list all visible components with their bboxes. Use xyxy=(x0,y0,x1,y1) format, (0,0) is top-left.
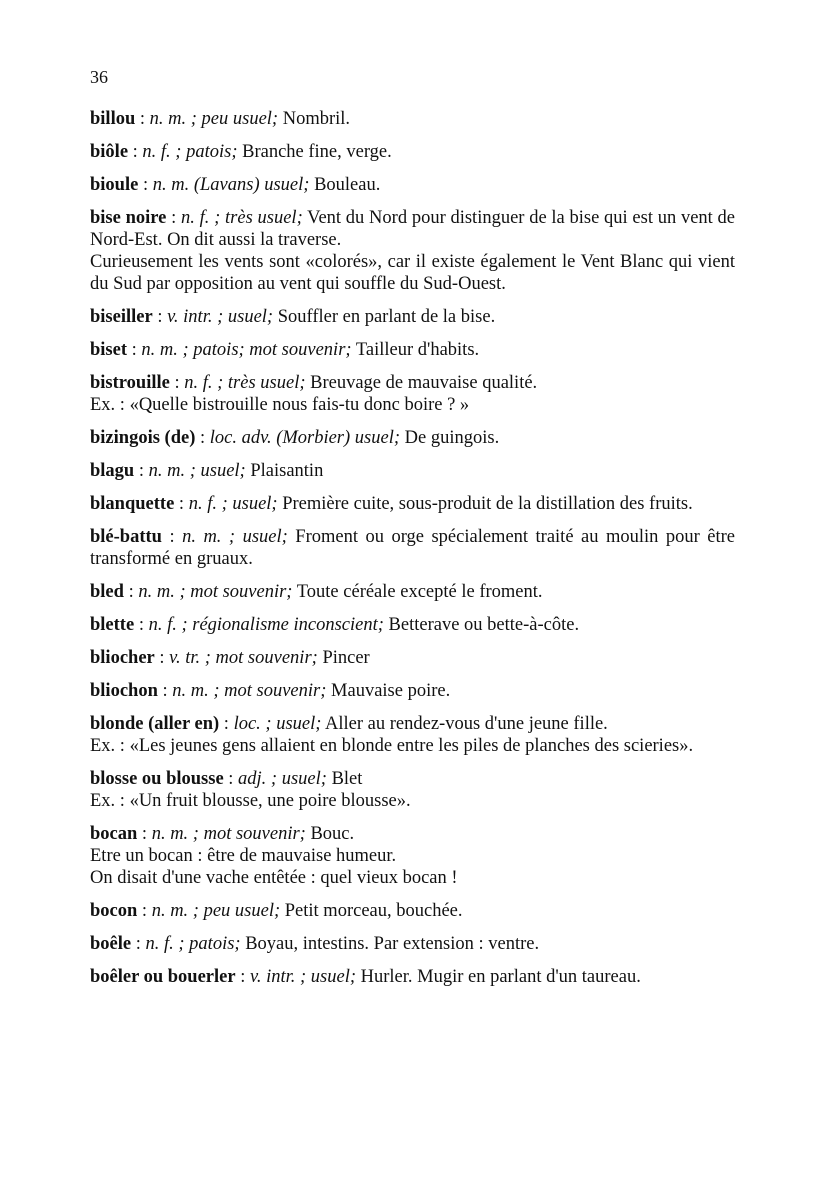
entry-grammar: n. m. ; peu usuel; xyxy=(151,901,281,921)
entry-line: blagu : n. m. ; usuel; Plaisantin xyxy=(90,461,324,481)
entry-definition: Souffler en parlant de la bise. xyxy=(277,307,496,327)
entry-grammar: n. m. ; patois; mot souvenir; xyxy=(141,340,352,360)
dictionary-entry xyxy=(90,174,735,196)
entry-grammar: n. f. ; patois; xyxy=(145,934,241,954)
entry-definition: Tailleur d'habits. xyxy=(355,340,480,360)
entry-line: bise noire : n. f. ; très usuel; Vent du Nord pour distinguer de la bise qui est un vent de Nord-Est. On dit aussi la traverse. xyxy=(90,208,736,250)
entry-grammar: n. f. ; très usuel; xyxy=(181,208,303,228)
entry-line: boêler ou bouerler : v. intr. ; usuel; Hurler. Mugir en parlant d'un taureau. xyxy=(90,967,641,987)
entry-grammar: v. intr. ; usuel; xyxy=(167,307,274,327)
entry-grammar: adj. ; usuel; xyxy=(238,769,327,789)
entry-headword: bise noire xyxy=(90,208,167,228)
dictionary-entry xyxy=(90,526,735,570)
entry-definition: Bouc. xyxy=(310,824,355,844)
dictionary-entry xyxy=(90,647,735,669)
entry-definition: Pincer xyxy=(322,648,370,668)
entry-line xyxy=(90,845,735,867)
entry-line: bistrouille : n. f. ; très usuel; Breuvage de mauvaise qualité. xyxy=(90,373,538,393)
entry-headword: bistrouille xyxy=(90,373,170,393)
entry-definition: Toute céréale excepté le froment. xyxy=(296,582,543,602)
entry-definition: Betterave ou bette-à-côte. xyxy=(388,615,580,635)
dictionary-entry xyxy=(90,966,735,988)
entry-grammar: n. f. ; régionalisme inconscient; xyxy=(148,615,384,635)
entry-headword: biset xyxy=(90,340,127,360)
dictionary-entry xyxy=(90,581,735,603)
entry-headword: bizingois (de) xyxy=(90,428,196,448)
dictionary-entry xyxy=(90,306,735,328)
entry-line: billou : n. m. ; peu usuel; Nombril. xyxy=(90,109,351,129)
entry-line: blosse ou blousse : adj. ; usuel; Blet xyxy=(90,769,363,789)
entry-headword: boêler ou bouerler xyxy=(90,967,236,987)
entry-grammar: v. intr. ; usuel; xyxy=(249,967,356,987)
dictionary-entry xyxy=(90,427,735,449)
entry-grammar: n. m. ; peu usuel; xyxy=(149,109,279,129)
entry-definition: Froment ou orge spécialement traité au moulin pour être transformé en gruaux. xyxy=(90,527,736,569)
entry-headword: bioule xyxy=(90,175,139,195)
entry-definition: Vent du Nord pour distinguer de la bise qui est un vent de Nord-Est. On dit aussi la traverse. xyxy=(90,208,736,250)
entry-headword: blé-battu xyxy=(90,527,162,547)
entry-line: blanquette : n. f. ; usuel; Première cuite, sous-produit de la distillation des fruits. xyxy=(90,494,693,514)
dictionary-entry xyxy=(90,823,735,889)
entry-definition: Boyau, intestins. Par extension : ventre. xyxy=(245,934,540,954)
entry-grammar: n. m. (Lavans) usuel; xyxy=(152,175,310,195)
entry-headword: blagu xyxy=(90,461,135,481)
entry-headword: bocon xyxy=(90,901,138,921)
dictionary-entry xyxy=(90,933,735,955)
dictionary-entry xyxy=(90,900,735,922)
entry-line xyxy=(90,394,735,416)
entry-grammar: loc. adv. (Morbier) usuel; xyxy=(209,428,401,448)
dictionary-entry xyxy=(90,141,735,163)
entry-line: blé-battu : n. m. ; usuel; Froment ou orge spécialement traité au moulin pour être transformé en gruaux. xyxy=(90,527,736,569)
entry-grammar: n. f. ; patois; xyxy=(142,142,238,162)
entry-line: bioule : n. m. (Lavans) usuel; Bouleau. xyxy=(90,175,381,195)
dictionary-entry xyxy=(90,493,735,515)
entry-headword: blette xyxy=(90,615,135,635)
entry-headword: billou xyxy=(90,109,136,129)
entry-grammar: n. f. ; très usuel; xyxy=(184,373,306,393)
entry-line xyxy=(90,867,735,889)
entry-definition: Petit morceau, bouchée. xyxy=(284,901,463,921)
entry-line: bliocher : v. tr. ; mot souvenir; Pincer xyxy=(90,648,370,668)
entry-line: blette : n. f. ; régionalisme inconscient; Betterave ou bette-à-côte. xyxy=(90,615,580,635)
dictionary-entry xyxy=(90,713,735,757)
entry-line xyxy=(90,251,735,295)
entry-line: bocan : n. m. ; mot souvenir; Bouc. xyxy=(90,824,355,844)
entry-headword: boêle xyxy=(90,934,132,954)
entry-line: blonde (aller en) : loc. ; usuel; Aller au rendez-vous d'une jeune fille. xyxy=(90,714,608,734)
entry-headword: blosse ou blousse xyxy=(90,769,224,789)
dictionary-entry xyxy=(90,680,735,702)
entry-example: Ex. : «Un fruit blousse, une poire blousse». xyxy=(90,791,411,811)
entry-headword: bocan xyxy=(90,824,138,844)
entry-line: biset : n. m. ; patois; mot souvenir; Tailleur d'habits. xyxy=(90,340,480,360)
entry-definition: Aller au rendez-vous d'une jeune fille. xyxy=(325,714,608,734)
entry-headword: blonde (aller en) xyxy=(90,714,220,734)
entry-line: bizingois (de) : loc. adv. (Morbier) usuel; De guingois. xyxy=(90,428,500,448)
entry-line xyxy=(90,790,735,812)
entry-headword: bliocher xyxy=(90,648,155,668)
entry-example: Curieusement les vents sont «colorés», car il existe également le Vent Blanc qui vient du Sud par opposition au vent qui souffle du Sud-Ouest. xyxy=(90,252,735,294)
entry-definition: Bouleau. xyxy=(314,175,381,195)
entry-definition: Première cuite, sous-produit de la distillation des fruits. xyxy=(282,494,693,514)
entry-grammar: n. m. ; usuel; xyxy=(148,461,246,481)
entry-definition: Hurler. Mugir en parlant d'un taureau. xyxy=(360,967,641,987)
entry-definition: Nombril. xyxy=(282,109,351,129)
page-number: 36 xyxy=(90,67,108,87)
entry-line: biôle : n. f. ; patois; Branche fine, verge. xyxy=(90,142,392,162)
dictionary-entry xyxy=(90,372,735,416)
entry-grammar: n. m. ; mot souvenir; xyxy=(151,824,306,844)
dictionary-entry xyxy=(90,768,735,812)
entry-headword: biseiller xyxy=(90,307,153,327)
entry-line: bocon : n. m. ; peu usuel; Petit morceau, bouchée. xyxy=(90,901,463,921)
entry-definition: Mauvaise poire. xyxy=(331,681,451,701)
entry-example: On disait d'une vache entêtée : quel vieux bocan ! xyxy=(90,868,458,888)
entry-line: bled : n. m. ; mot souvenir; Toute céréale excepté le froment. xyxy=(90,582,543,602)
entry-example: Ex. : «Quelle bistrouille nous fais-tu donc boire ? » xyxy=(90,395,470,415)
entry-grammar: loc. ; usuel; xyxy=(233,714,322,734)
entry-headword: biôle xyxy=(90,142,129,162)
dictionary-entry xyxy=(90,339,735,361)
entry-line: biseiller : v. intr. ; usuel; Souffler en parlant de la bise. xyxy=(90,307,496,327)
entry-grammar: n. m. ; mot souvenir; xyxy=(172,681,327,701)
entry-headword: blanquette xyxy=(90,494,175,514)
entry-definition: Branche fine, verge. xyxy=(242,142,392,162)
dictionary-entry xyxy=(90,460,735,482)
entry-grammar: n. m. ; mot souvenir; xyxy=(138,582,293,602)
entry-headword: bled xyxy=(90,582,124,602)
entry-line: bliochon : n. m. ; mot souvenir; Mauvaise poire. xyxy=(90,681,451,701)
entry-definition: Blet xyxy=(331,769,363,789)
entry-grammar: n. m. ; usuel; xyxy=(182,527,288,547)
dictionary-entry xyxy=(90,207,735,295)
entry-grammar: n. f. ; usuel; xyxy=(188,494,278,514)
entry-definition: De guingois. xyxy=(404,428,500,448)
entry-line: boêle : n. f. ; patois; Boyau, intestins. Par extension : ventre. xyxy=(90,934,540,954)
entry-example: Etre un bocan : être de mauvaise humeur. xyxy=(90,846,397,866)
entry-example: Ex. : «Les jeunes gens allaient en blonde entre les piles de planches des scieries». xyxy=(90,736,694,756)
entry-definition: Plaisantin xyxy=(250,461,324,481)
dictionary-entry xyxy=(90,614,735,636)
dictionary-entry xyxy=(90,108,735,130)
entry-definition: Breuvage de mauvaise qualité. xyxy=(310,373,538,393)
entry-list xyxy=(90,108,735,999)
entry-grammar: v. tr. ; mot souvenir; xyxy=(169,648,318,668)
entry-headword: bliochon xyxy=(90,681,158,701)
entry-line xyxy=(90,735,735,757)
